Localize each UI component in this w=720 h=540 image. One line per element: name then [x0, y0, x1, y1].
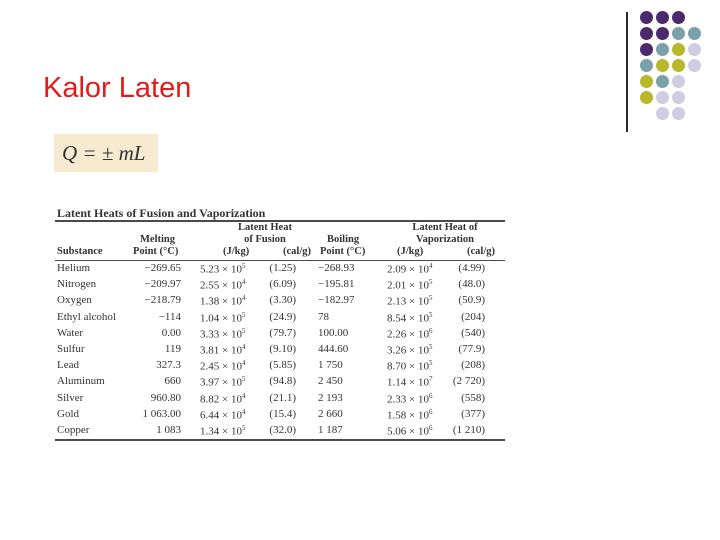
cell-vapor-si: $1.14 \times 10^7$ [387, 375, 433, 389]
cell-melting-point: 1 063.00 [142, 407, 181, 420]
table-row [55, 342, 505, 358]
fusion-exponent: 4 [241, 342, 246, 351]
vapor-mantissa: 5.06 [387, 425, 407, 438]
cell-boiling-point: 2 193 [318, 391, 343, 404]
cell-fusion-cal: (79.7) [269, 326, 296, 339]
decorative-dot [656, 59, 669, 72]
fusion-mantissa: 1.04 [200, 312, 220, 325]
cell-vapor-cal: (204) [461, 310, 485, 323]
cell-substance: Ethyl alcohol [57, 310, 116, 323]
table-row [55, 374, 505, 390]
vapor-exponent: 4 [428, 262, 433, 270]
fusion-exponent: 5 [241, 310, 246, 319]
table-row [55, 423, 505, 439]
cell-boiling-point: 444.60 [318, 342, 349, 355]
cell-substance: Nitrogen [57, 278, 97, 291]
vapor-mantissa: 2.33 [387, 393, 407, 406]
cell-fusion-cal: (1.25) [269, 262, 296, 274]
cell-fusion-cal: (94.8) [269, 375, 296, 388]
cell-fusion-si: $3.81 \times 10^4$ [200, 342, 246, 357]
header-fusion-1: Latent Heat [238, 222, 292, 233]
cell-vapor-si: $2.09 \times 10^4$ [387, 262, 433, 276]
vapor-mantissa: 2.09 [387, 263, 407, 276]
vapor-exponent: 6 [428, 407, 433, 416]
vapor-mantissa: 2.26 [387, 328, 407, 341]
fusion-mantissa: 3.81 [200, 344, 220, 357]
decorative-dot [688, 43, 701, 56]
cell-vapor-cal: (540) [461, 326, 485, 339]
cell-fusion-si: $3.33 \times 10^5$ [200, 326, 246, 341]
vapor-exponent: 6 [428, 391, 433, 400]
cell-vapor-cal: (2 720) [452, 375, 485, 388]
cell-vapor-cal: (1 210) [452, 423, 485, 436]
cell-fusion-si: $2.55 \times 10^4$ [200, 278, 246, 292]
header-substance: Substance [57, 246, 103, 257]
header-vapor-cal: (cal/g) [467, 246, 495, 257]
cell-boiling-point: 2 450 [318, 375, 343, 388]
cell-vapor-cal: (77.9) [458, 342, 485, 355]
fusion-exponent: 5 [241, 262, 246, 270]
decorative-dot [640, 11, 653, 24]
header-fusion-cal: (cal/g) [283, 246, 311, 257]
cell-boiling-point: 2 660 [318, 407, 343, 420]
cell-melting-point: 660 [164, 375, 181, 388]
cell-substance: Silver [57, 391, 84, 404]
vapor-mantissa: 8.54 [387, 312, 407, 325]
fusion-exponent: 4 [241, 407, 246, 416]
vapor-mantissa: 3.26 [387, 344, 407, 357]
cell-melting-point: 0.00 [161, 326, 181, 339]
fusion-mantissa: 8.82 [200, 393, 220, 406]
header-vapor-si: (J/kg) [397, 246, 424, 257]
header-vapor-1: Latent Heat of [412, 222, 478, 233]
decorative-dot [688, 27, 701, 40]
cell-fusion-cal: (21.1) [269, 391, 296, 404]
cell-boiling-point: −182.97 [318, 294, 355, 307]
header-fusion-si: (J/kg) [223, 246, 250, 257]
fusion-mantissa: 6.44 [200, 409, 220, 422]
vapor-mantissa: 8.70 [387, 360, 407, 373]
cell-melting-point: 119 [164, 342, 181, 355]
cell-melting-point: −269.65 [144, 262, 181, 274]
cell-fusion-cal: (5.85) [269, 359, 296, 372]
decorative-dot [640, 59, 653, 72]
cell-boiling-point: −268.93 [318, 262, 355, 274]
vapor-mantissa: 1.14 [387, 376, 407, 389]
fusion-exponent: 4 [241, 391, 246, 400]
cell-fusion-si: $1.38 \times 10^4$ [200, 294, 246, 309]
cell-vapor-cal: (48.0) [458, 278, 485, 291]
decorative-dot [640, 91, 653, 104]
cell-substance: Lead [57, 359, 79, 372]
fusion-mantissa: 2.55 [200, 279, 220, 292]
cell-vapor-si: $5.06 \times 10^6$ [387, 423, 433, 438]
vapor-exponent: 5 [428, 278, 433, 287]
vapor-exponent: 7 [428, 375, 433, 384]
cell-boiling-point: −195.81 [318, 278, 355, 291]
table-row [55, 261, 505, 277]
vapor-exponent: 5 [428, 342, 433, 351]
cell-substance: Aluminum [57, 375, 105, 388]
vapor-exponent: 5 [428, 294, 433, 303]
cell-vapor-si: $2.26 \times 10^6$ [387, 326, 433, 341]
cell-fusion-cal: (24.9) [269, 310, 296, 323]
vertical-divider [626, 12, 628, 132]
cell-fusion-si: $6.44 \times 10^4$ [200, 407, 246, 422]
fusion-exponent: 5 [241, 375, 246, 384]
cell-vapor-cal: (377) [461, 407, 485, 420]
table-row [55, 326, 505, 342]
cell-melting-point: 327.3 [156, 359, 181, 372]
cell-fusion-cal: (32.0) [269, 423, 296, 436]
cell-vapor-si: $8.70 \times 10^5$ [387, 359, 433, 373]
cell-boiling-point: 100.00 [318, 326, 349, 339]
table-caption: Latent Heats of Fusion and Vaporization [55, 206, 505, 222]
cell-substance: Gold [57, 407, 79, 420]
cell-vapor-cal: (208) [461, 359, 485, 372]
cell-boiling-point: 78 [318, 310, 329, 323]
header-boiling-1: Boiling [327, 234, 360, 245]
decorative-dot [672, 43, 685, 56]
fusion-mantissa: 1.38 [200, 296, 220, 309]
cell-vapor-si: $2.13 \times 10^5$ [387, 294, 433, 309]
cell-fusion-cal: (9.10) [269, 342, 296, 355]
cell-melting-point: −114 [158, 310, 181, 323]
header-fusion-2: of Fusion [244, 234, 286, 245]
decorative-dot [672, 59, 685, 72]
cell-boiling-point: 1 750 [318, 359, 343, 372]
table-row [55, 391, 505, 407]
cell-substance: Sulfur [57, 342, 85, 355]
cell-melting-point: 1 083 [156, 423, 181, 436]
decorative-dot [640, 43, 653, 56]
decorative-dot [656, 27, 669, 40]
table-row [55, 293, 505, 309]
cell-vapor-si: $3.26 \times 10^5$ [387, 342, 433, 357]
vapor-mantissa: 1.58 [387, 409, 407, 422]
latent-heat-table [55, 206, 505, 441]
table-row [55, 407, 505, 423]
header-boiling-2: Point (°C) [320, 246, 366, 257]
cell-fusion-si: $2.45 \times 10^4$ [200, 359, 246, 373]
decorative-dot [672, 27, 685, 40]
decorative-dot [656, 107, 669, 120]
fusion-mantissa: 3.97 [200, 376, 220, 389]
cell-fusion-cal: (6.09) [269, 278, 296, 291]
fusion-exponent: 4 [241, 359, 246, 368]
cell-fusion-si: $1.34 \times 10^5$ [200, 423, 246, 438]
table-body [55, 261, 505, 441]
table-row [55, 358, 505, 374]
cell-vapor-cal: (50.9) [458, 294, 485, 307]
vapor-exponent: 6 [428, 326, 433, 335]
cell-fusion-cal: (15.4) [269, 407, 296, 420]
cell-fusion-si: $8.82 \times 10^4$ [200, 391, 246, 406]
decorative-dot [640, 75, 653, 88]
fusion-mantissa: 5.23 [200, 263, 220, 276]
fusion-exponent: 5 [241, 326, 246, 335]
vapor-mantissa: 2.13 [387, 296, 407, 309]
cell-melting-point: 960.80 [150, 391, 181, 404]
table-row [55, 310, 505, 326]
decorative-dot [672, 91, 685, 104]
fusion-mantissa: 1.34 [200, 425, 220, 438]
cell-vapor-si: $8.54 \times 10^5$ [387, 310, 433, 325]
decorative-dot [672, 11, 685, 24]
fusion-exponent: 4 [241, 278, 246, 287]
fusion-exponent: 5 [241, 423, 246, 432]
decorative-dot [656, 43, 669, 56]
table-row [55, 277, 505, 293]
decorative-dot [688, 59, 701, 72]
fusion-mantissa: 2.45 [200, 360, 220, 373]
cell-substance: Helium [57, 262, 90, 274]
cell-fusion-cal: (3.30) [269, 294, 296, 307]
fusion-mantissa: 3.33 [200, 328, 220, 341]
cell-melting-point: −209.97 [144, 278, 181, 291]
header-melting-2: Point (°C) [133, 246, 179, 257]
cell-substance: Oxygen [57, 294, 92, 307]
cell-substance: Copper [57, 423, 90, 436]
header-melting-1: Melting [140, 234, 175, 245]
latent-heat-formula: Q = ± mL [54, 134, 158, 172]
decorative-dot [656, 11, 669, 24]
decorative-dot [656, 75, 669, 88]
cell-vapor-si: $2.33 \times 10^6$ [387, 391, 433, 406]
decorative-dot [672, 107, 685, 120]
cell-vapor-si: $2.01 \times 10^5$ [387, 278, 433, 292]
cell-fusion-si: $1.04 \times 10^5$ [200, 310, 246, 325]
decorative-dot [656, 91, 669, 104]
table-header [55, 222, 505, 261]
fusion-exponent: 4 [241, 294, 246, 303]
vapor-mantissa: 2.01 [387, 279, 407, 292]
cell-melting-point: −218.79 [144, 294, 181, 307]
cell-fusion-si: $3.97 \times 10^5$ [200, 375, 246, 389]
cell-vapor-si: $1.58 \times 10^6$ [387, 407, 433, 422]
vapor-exponent: 5 [428, 359, 433, 368]
cell-substance: Water [57, 326, 83, 339]
cell-vapor-cal: (558) [461, 391, 485, 404]
vapor-exponent: 6 [428, 423, 433, 432]
vapor-exponent: 5 [428, 310, 433, 319]
decorative-dot [672, 75, 685, 88]
header-vapor-2: Vaporization [416, 234, 474, 245]
cell-boiling-point: 1 187 [318, 423, 343, 436]
cell-fusion-si: $5.23 \times 10^5$ [200, 262, 246, 276]
decorative-dot [640, 27, 653, 40]
slide-title: Kalor Laten [43, 72, 192, 104]
cell-vapor-cal: (4.99) [458, 262, 485, 274]
